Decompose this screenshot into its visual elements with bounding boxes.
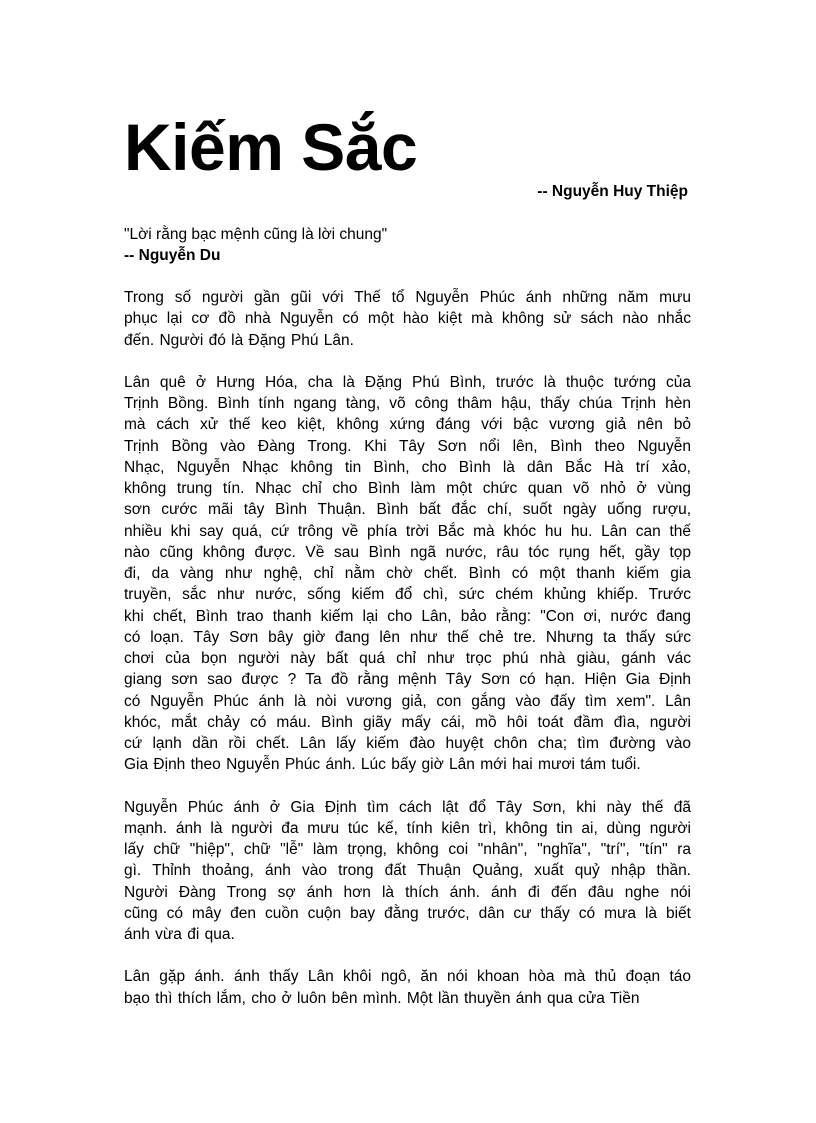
paragraph-line: gì. Thỉnh thoảng, ánh vào trong đất Thuận Quảng, xuất quỷ nhập thần. [124,862,691,880]
paragraph-line: không trung tín. Nhạc chỉ cho Bình làm một chức quan võ nhỏ ở vùng [124,480,691,497]
paragraph [124,797,691,946]
paragraph-line: sơn cước mãi tây Bình Thuận. Bình bất đắc chí, suốt ngày uống rượu, [124,501,691,519]
paragraph-line: cứ lạnh dần rồi chết. Lân lấy kiếm đào huyệt chôn cha; tìm đường vào [124,735,691,752]
paragraph-line: truyền, sắc như nước, sống kiếm đổ chì, sức chém khủng khiếp. Trước [124,586,691,604]
paragraph-line: Nguyễn Phúc ánh ở Gia Định tìm cách lật đổ Tây Sơn, khi này thế đã [124,798,691,816]
paragraph-line: Lân gặp ánh. ánh thấy Lân khôi ngô, ăn nói khoan hòa mà thủ đoạn táo [124,968,691,986]
paragraph-line: lấy chữ "hiệp", chữ "lễ" làm trọng, không coi "nhân", "nghĩa", "trí", "tín" ra [124,841,691,858]
paragraph-line: Gia Định theo Nguyễn Phúc ánh. Lúc bấy giờ Lân mới hai mươi tám tuổi. [124,756,641,774]
paragraph-line: đến. Người đó là Đặng Phú Lân. [124,331,354,349]
epigraph-author: -- Nguyễn Du [124,247,221,264]
paragraph-line: mạnh. ánh là người đa mưu túc kế, tính kiên trì, không tin ai, dùng người [124,819,691,837]
paragraph-line: Trong số người gần gũi với Thế tổ Nguyễn Phúc ánh những năm mưu [124,289,691,306]
paragraph-line: cũng có mây đen cuồn cuộn bay đằng trước, dân cư thấy có mưa là biết [124,904,691,922]
paragraph-line: có loạn. Tây Sơn bây giờ đang lên như thế chẻ tre. Nhưng ta thấy sức [124,628,691,646]
paragraph-line: có Nguyễn Phúc ánh là nòi vương giả, con gắng vào đấy tìm xem". Lân [124,692,691,710]
paragraph-line: ánh vừa đi qua. [124,926,235,943]
body-text [124,287,691,1030]
paragraph-line: Lân quê ở Hưng Hóa, cha là Đặng Phú Bình, trước là thuộc tướng của [124,373,691,391]
paragraph-line: Trịnh Bồng vào Đàng Trong. Khi Tây Sơn nổi lên, Bình theo Nguyễn [124,437,691,455]
paragraph-line: chơi của bọn người này bất quá chỉ như trọc phú nhà giàu, gánh vác [124,650,691,667]
paragraph [124,287,691,351]
paragraph-line: bạo thì thích lắm, cho ở luôn bên mình. Một lần thuyền ánh qua cửa Tiền [124,989,640,1007]
paragraph-line: giang sơn sao được ? Ta đồ rằng mệnh Tây Sơn có hạn. Hiện Gia Định [124,671,691,689]
paragraph-line: Trịnh Bồng. Bình tính ngang tàng, võ công thâm hậu, thấy chúa Trịnh hèn [124,395,691,412]
author-byline: -- Nguyễn Huy Thiệp [537,183,688,200]
paragraph-line: phục lại cơ đồ nhà Nguyễn có một hào kiệt mà không sử sách nào nhắc [124,310,691,328]
paragraph-line: đi, da vàng như nghệ, chỉ nằm chờ chết. Bình có một thanh kiếm gia [124,565,691,582]
document-title: Kiếm Sắc [124,110,418,184]
paragraph-line: khi chết, Bình trao thanh kiếm lại cho Lân, bảo rằng: "Con ơi, nước đang [124,607,691,625]
epigraph-quote: "Lời rằng bạc mệnh cũng là lời chung" [124,226,388,243]
paragraph-line: nhiều khi say quá, cứ trông về phía trời Bắc mà khóc hu hu. Lân can thế [124,522,691,540]
paragraph [124,966,691,1009]
epigraph [124,224,387,266]
paragraph-line: khóc, mắt chảy có máu. Bình giãy mấy cái, mồ hôi toát đầm đìa, người [124,713,691,731]
paragraph [124,372,691,776]
paragraph-line: Nhạc, Nguyễn Nhạc không tin Bình, cho Bình là dân Bắc Hà trí xảo, [124,458,691,476]
paragraph-line: Người Đàng Trong sợ ánh hơn là thích ánh. ánh đi đến đâu nghe nói [124,883,691,901]
paragraph-line: mà cách xử thế keo kiệt, không xứng đáng với bậc vương giả nên bỏ [124,416,691,434]
paragraph-line: nào cũng không được. Về sau Bình ngã nước, râu tóc rụng hết, gầy tọp [124,543,691,561]
